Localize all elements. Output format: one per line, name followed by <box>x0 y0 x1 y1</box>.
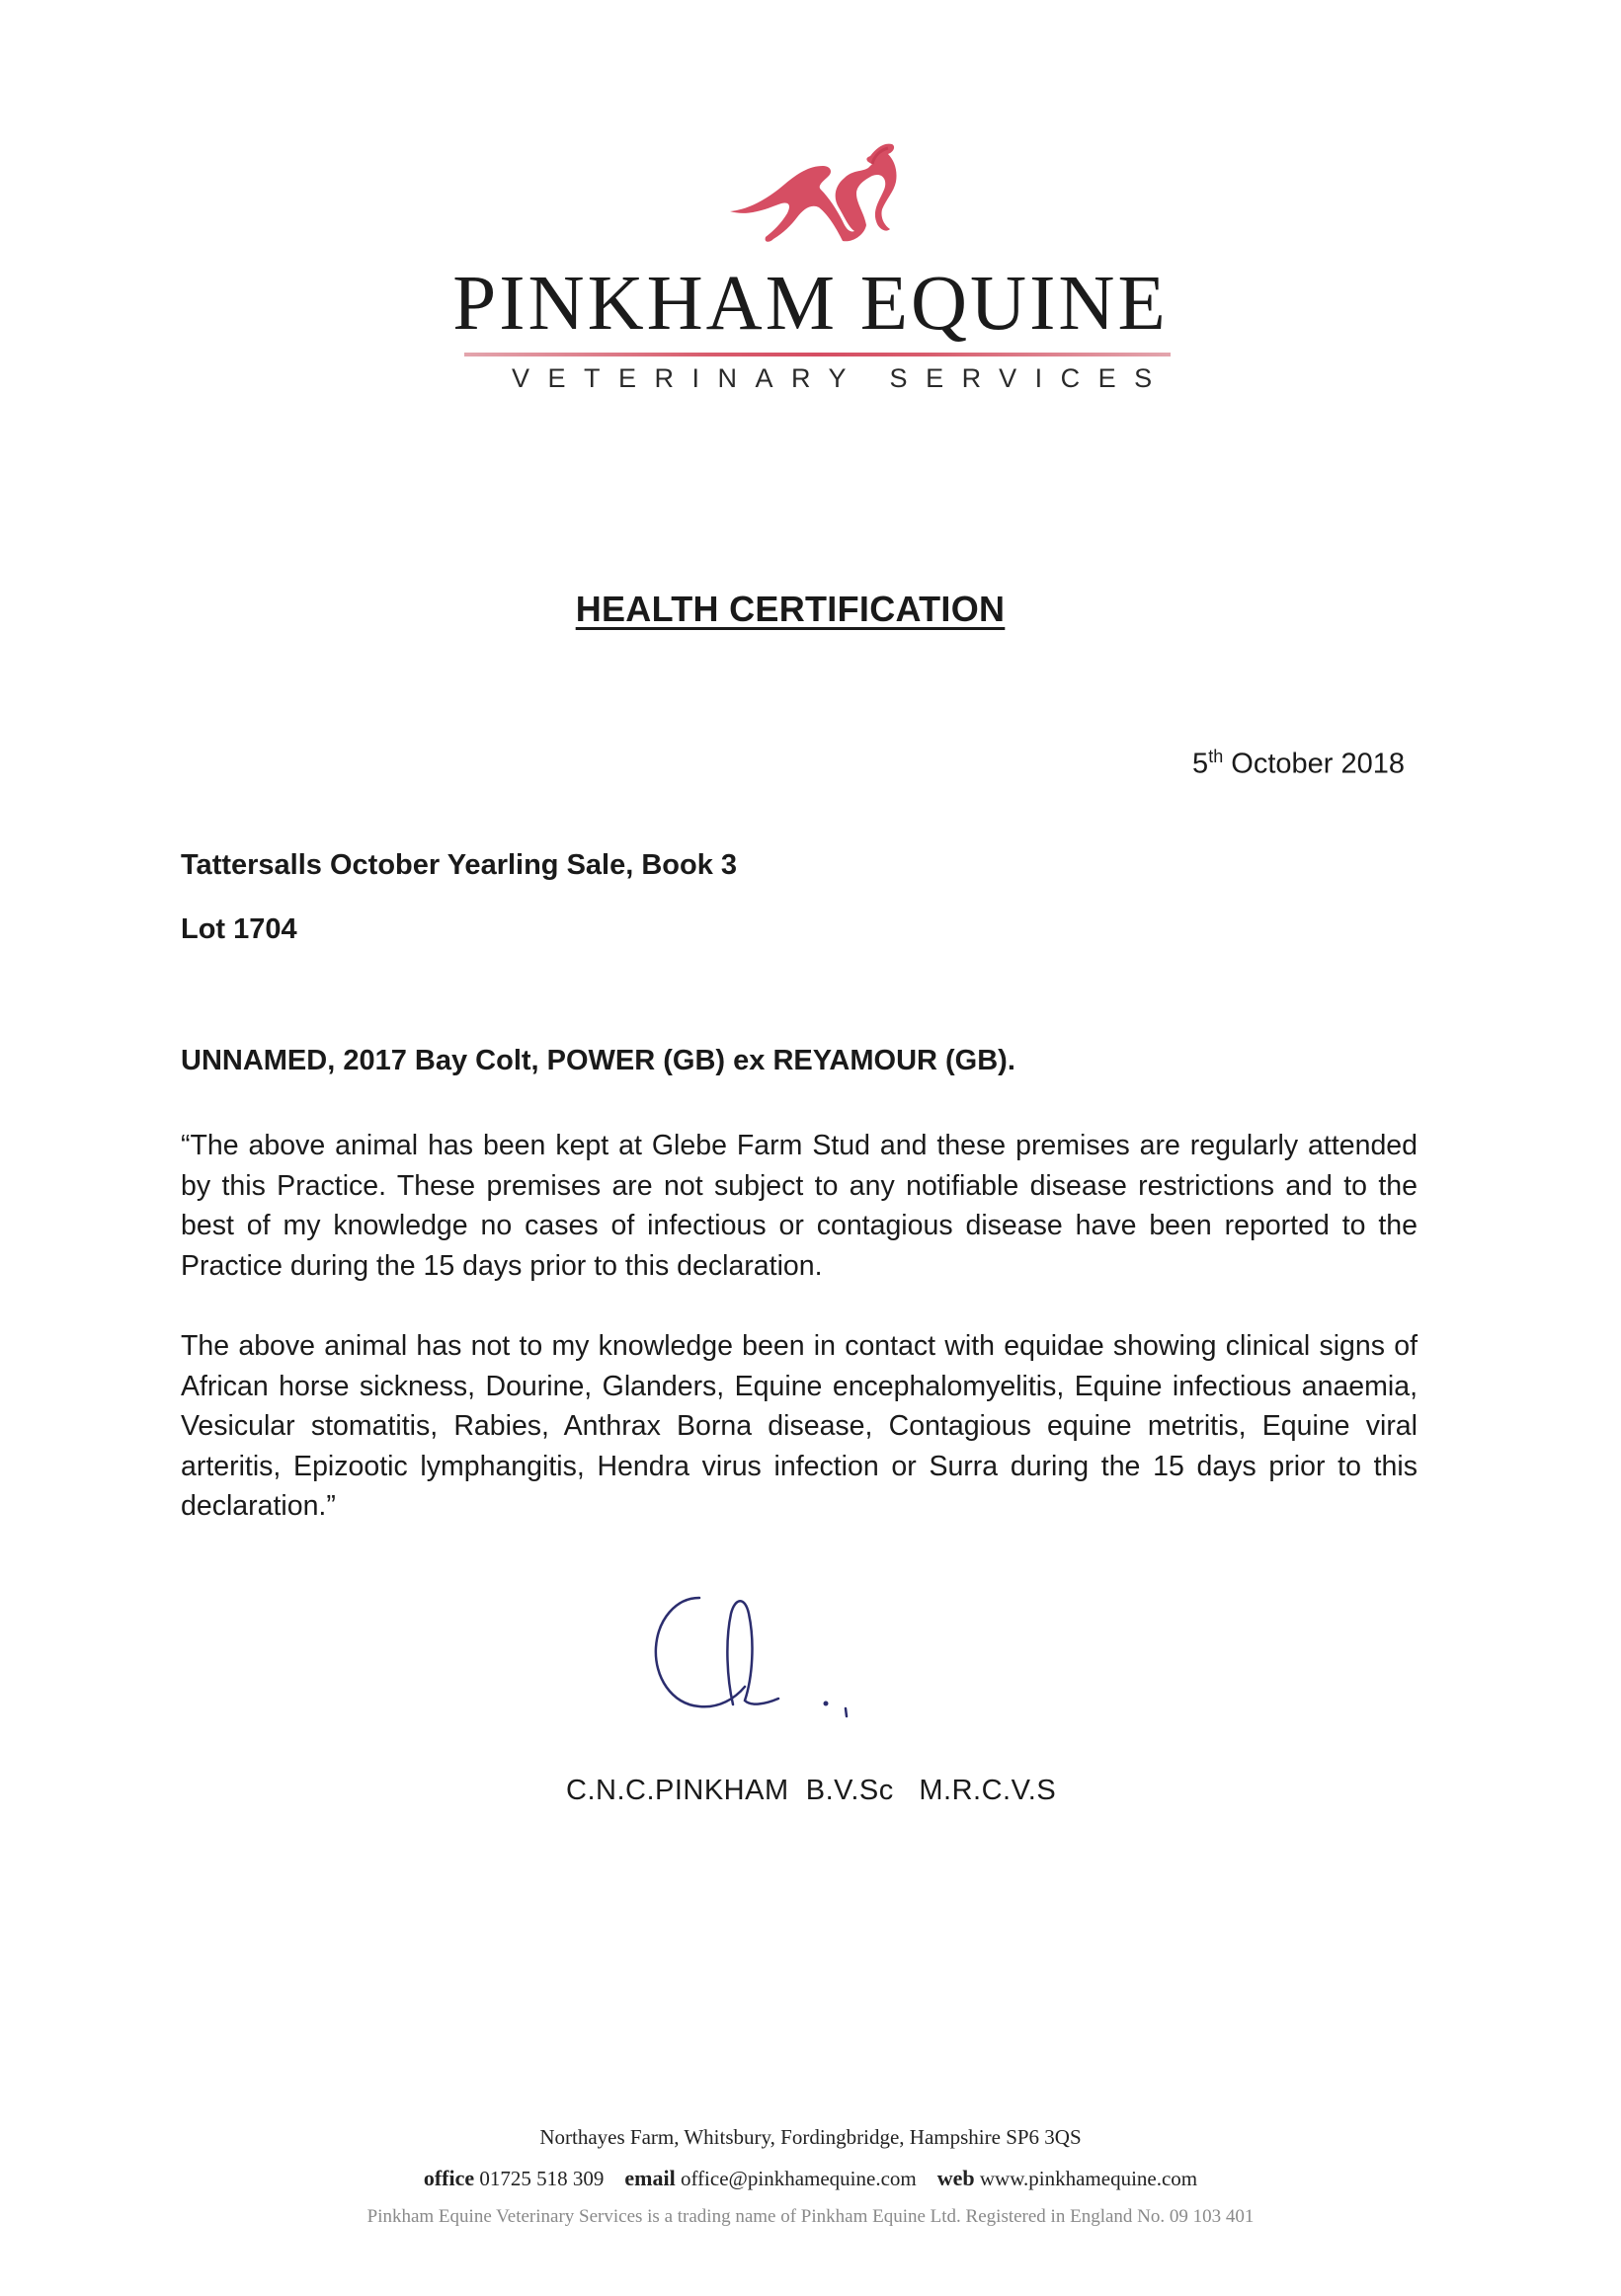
date-day: 5 <box>1192 748 1209 780</box>
web-label: web <box>936 2166 975 2190</box>
horse-description: UNNAMED, 2017 Bay Colt, POWER (GB) ex REYAMOUR (GB). <box>181 1045 1015 1076</box>
office-label: office <box>423 2166 475 2190</box>
signatory-name: C.N.C.PINKHAM B.V.Sc M.R.C.V.S <box>566 1775 1057 1806</box>
brand-name: PINKHAM EQUINE <box>452 261 1169 347</box>
footer-address: Northayes Farm, Whitsbury, Fordingbridge, Hampshire SP6 3QS <box>539 2125 1082 2149</box>
document-date <box>1192 747 1405 781</box>
document-title: HEALTH CERTIFICATION <box>575 589 1006 629</box>
handwritten-signature <box>642 1580 869 1728</box>
date-suffix: th <box>1208 747 1224 766</box>
lot-number: Lot 1704 <box>181 913 297 945</box>
date-month-year: October 2018 <box>1223 748 1405 780</box>
leaping-horse-icon <box>726 126 899 255</box>
brand-divider <box>464 353 1171 356</box>
declaration-paragraph-2: The above animal has not to my knowledge been in contact with equidae showing clinical signs of African horse sickness, Dourine, Glanders, Equine encephalomyelitis, Equine infectious anaemia, Vesicular stomatitis, Rabies, Anthrax Borna disease, Contagious equine metritis, Equine viral arteritis, Epizootic lymphangitis, Hendra virus infection or Surra during the 15 days prior to this declaration.” <box>181 1330 1418 1522</box>
website-link[interactable]: www.pinkhamequine.com <box>979 2167 1198 2190</box>
sale-name: Tattersalls October Yearling Sale, Book 3 <box>181 849 738 881</box>
footer-contact <box>0 2166 1621 2191</box>
brand-subtitle: VETERINARY SERVICES <box>512 363 1171 393</box>
declaration-paragraph-1: “The above animal has been kept at Glebe Farm Stud and these premises are regularly attended by this Practice. These premises are not subject to any notifiable disease restrictions and to the best of my knowledge no cases of infectious or contagious disease have been reported to the Practice during the 15 days prior to this declaration. <box>181 1130 1418 1282</box>
email-label: email <box>624 2166 676 2190</box>
footer-legal-notice: Pinkham Equine Veterinary Services is a trading name of Pinkham Equine Ltd. Registered in England No. 09 103 401 <box>366 2206 1255 2227</box>
office-phone: 01725 518 309 <box>479 2167 605 2190</box>
email-address[interactable]: office@pinkhamequine.com <box>680 2167 917 2190</box>
